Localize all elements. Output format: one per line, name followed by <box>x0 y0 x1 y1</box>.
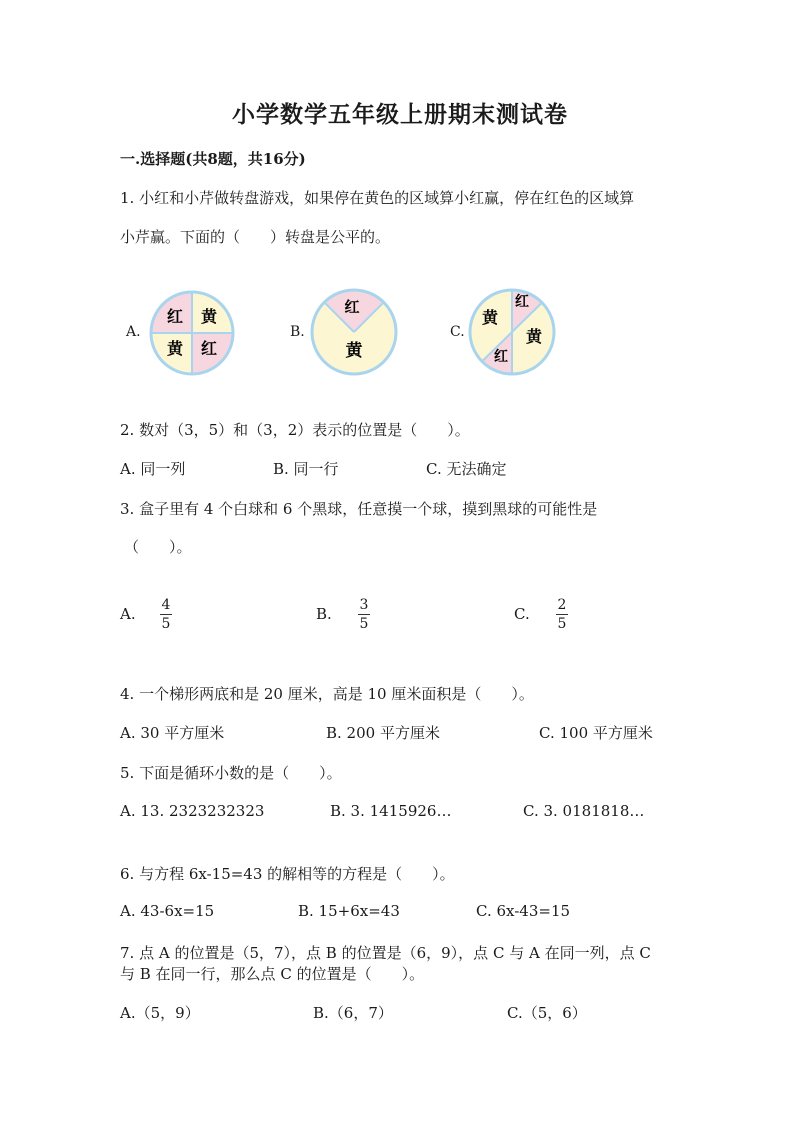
q4-option-a: A. 30 平方厘米 <box>120 724 225 742</box>
q5-option-a: A. 13. 2323232323 <box>120 802 265 820</box>
spinner-c <box>466 286 558 378</box>
spinner-b-word-1: 红 <box>344 298 360 316</box>
q3-option-a-denominator: 5 <box>161 616 171 632</box>
question-5: 5. 下面是循环小数的是（ ）。 <box>120 764 342 782</box>
q3-option-c-denominator: 5 <box>557 616 567 632</box>
q5-option-b: B. 3. 1415926… <box>330 802 452 820</box>
q7-option-b: B.（6，7） <box>313 1004 393 1022</box>
spinner-a-word-1: 红 <box>166 307 184 326</box>
spinner-b-label: B. <box>290 324 305 340</box>
spinner-b <box>308 286 400 378</box>
spinner-c-label: C. <box>450 324 465 340</box>
spinner-a-word-4: 红 <box>200 339 218 358</box>
question-1-line-1: 1. 小红和小芹做转盘游戏，如果停在黄色的区域算小红赢，停在红色的区域算 <box>120 189 635 207</box>
q4-option-c: C. 100 平方厘米 <box>539 724 653 742</box>
q7-option-a: A.（5，9） <box>120 1004 200 1022</box>
spinner-a <box>147 288 237 378</box>
q3-option-a-numerator: 4 <box>161 597 171 613</box>
q3-option-c-numerator: 2 <box>557 597 567 613</box>
q4-option-b: B. 200 平方厘米 <box>326 724 440 742</box>
q5-option-c: C. 3. 0181818… <box>523 802 645 820</box>
q3-option-b-label: B. <box>316 605 332 623</box>
q3-option-c-fraction <box>556 597 568 632</box>
q6-option-a: A. 43-6x=15 <box>120 902 215 920</box>
page-title: 小学数学五年级上册期末测试卷 <box>232 101 568 128</box>
question-7-line-2: 与 B 在同一行，那么点 C 的位置是（ ）。 <box>120 965 425 983</box>
q7-option-c: C.（5，6） <box>507 1004 587 1022</box>
q3-option-c-label: C. <box>514 605 530 623</box>
question-4: 4. 一个梯形两底和是 20 厘米，高是 10 厘米面积是（ ）。 <box>120 685 534 703</box>
spinner-b-word-2: 黄 <box>345 341 363 361</box>
fraction-bar <box>358 614 370 615</box>
fraction-bar <box>160 614 172 615</box>
fraction-bar <box>556 614 568 615</box>
q2-option-b: B. 同一行 <box>273 460 339 478</box>
question-6: 6. 与方程 6x-15=43 的解相等的方程是（ ）。 <box>120 865 455 883</box>
spinner-c-word-4: 红 <box>494 349 508 365</box>
question-1-line-2: 小芹赢。下面的（ ）转盘是公平的。 <box>120 228 391 246</box>
question-7-line-1: 7. 点 A 的位置是（5，7），点 B 的位置是（6，9），点 C 与 A 在同一列，点 C <box>120 944 651 962</box>
spinner-a-label: A. <box>126 324 141 340</box>
spinner-c-word-1: 红 <box>515 294 529 310</box>
spinner-a-word-2: 黄 <box>200 307 218 326</box>
q3-option-b-denominator: 5 <box>359 616 369 632</box>
spinner-c-word-2: 黄 <box>481 308 499 327</box>
spinner-c-word-3: 黄 <box>525 327 543 346</box>
q3-option-a-label: A. <box>120 605 136 623</box>
q2-option-a: A. 同一列 <box>120 460 186 478</box>
section-heading: 一.选择题(共8题，共16分) <box>120 150 306 168</box>
q6-option-b: B. 15+6x=43 <box>298 902 400 920</box>
q3-option-b-numerator: 3 <box>359 597 369 613</box>
spinner-a-word-3: 黄 <box>166 339 184 358</box>
q3-option-a-fraction <box>160 597 172 632</box>
question-3-line-1: 3. 盒子里有 4 个白球和 6 个黑球，任意摸一个球，摸到黑球的可能性是 <box>120 500 598 518</box>
question-3-line-2: （ ）。 <box>124 538 192 556</box>
question-2: 2. 数对（3，5）和（3，2）表示的位置是（ ）。 <box>120 421 470 439</box>
q2-option-c: C. 无法确定 <box>426 460 507 478</box>
q6-option-c: C. 6x-43=15 <box>476 902 571 920</box>
q3-option-b-fraction <box>358 597 370 632</box>
